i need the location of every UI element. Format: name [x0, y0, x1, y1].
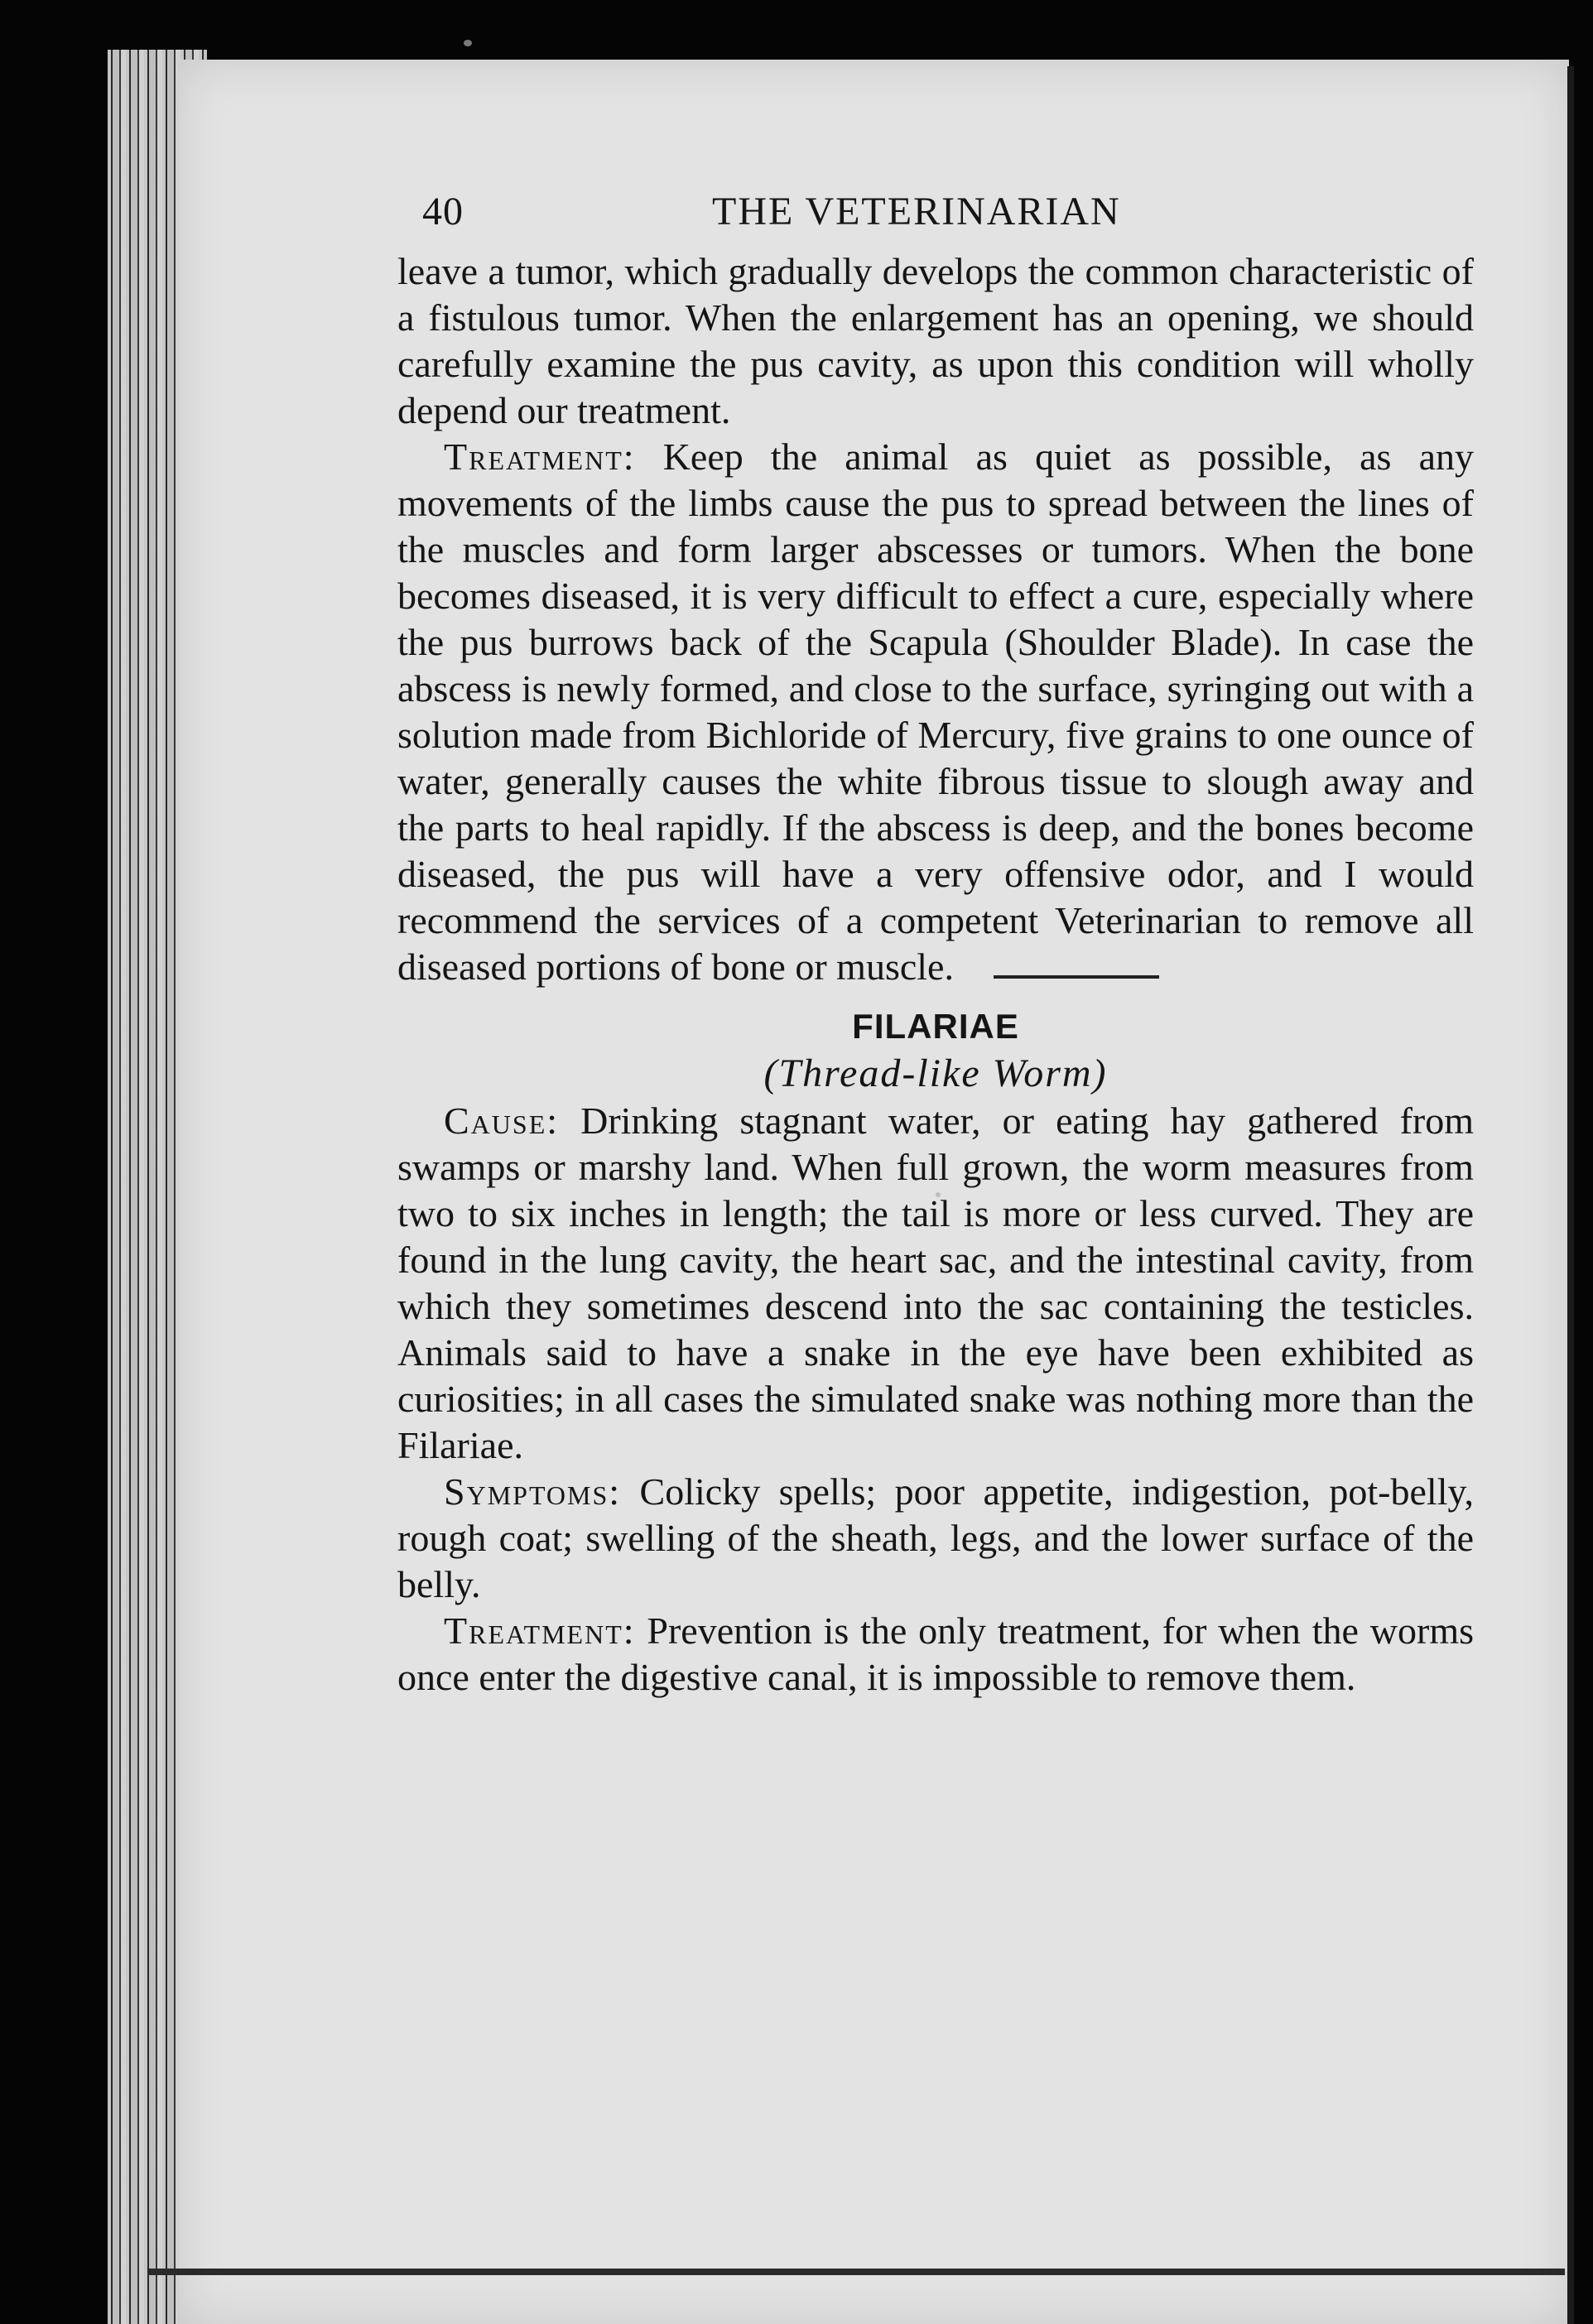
section-title: FILARIAE — [852, 1007, 1019, 1046]
section-divider — [994, 975, 1159, 979]
page-number: 40 — [422, 190, 464, 233]
running-head: THE VETERINARIAN — [712, 190, 1121, 233]
symptoms-paragraph — [397, 1469, 1474, 1608]
symptoms-label: Symptoms: — [444, 1470, 622, 1513]
filariae-treatment-label: Treatment: — [444, 1609, 636, 1652]
treatment-paragraph-filariae — [397, 1608, 1474, 1701]
treatment-text: Keep the animal as quiet as possible, as any movements of the limbs cause the pus to spread between the lines of the muscles and form larger abscesses or tumors. When the bone becomes diseased, it is very difficult to effect a cure, especially where the pus burrows back of the Scapula (Shoulder Blade). In case the abscess is newly formed, and close to the surface, syringing out with a solution made from Bichloride of Mercury, five grains to one ounce of water, generally causes the white fibrous tissue to slough away and the parts to heal rapidly. If the abscess is deep, and the bones become diseased, the pus will have a very offensive odor, and I would recommend the services of a competent Veterinarian to remove all diseased portions of bone or muscle. — [397, 435, 1474, 988]
treatment-label: Treatment: — [444, 435, 636, 478]
filariae-treatment-text: Prevention is the only treatment, for when the worms once enter the digestive canal, it is impossible to remove them. — [397, 1609, 1475, 1698]
cause-text: Drinking stagnant water, or eating hay gathered from swamps or marshy land. When full grown, the worm measures from two to six inches in length; the tail is more or less curved. They are found in the lung cavity, the heart sac, and the intestinal cavity, from which they sometimes descend into the sac containing the testicles. Animals said to have a snake in the eye have been exhibited as curiosities; in all cases the simulated snake was nothing more than the Filariae. — [397, 1099, 1474, 1466]
paragraph-continuation: leave a tumor, which gradually develops the common characteristic of a fistulous tumor. When the enlargement has an opening, we should carefully examine the pus cavity, as upon this condition will wholly depend our treatment. — [397, 250, 1474, 431]
cause-paragraph — [397, 1098, 1474, 1469]
treatment-paragraph — [397, 434, 1474, 990]
page-header — [397, 182, 1474, 248]
page-bottom-edge — [149, 2269, 1565, 2275]
cause-label: Cause: — [444, 1099, 560, 1142]
page-right-edge — [1567, 66, 1574, 2324]
scan-speck — [464, 40, 472, 46]
symptoms-text: Colicky spells; poor appetite, indigestion, pot-belly, rough coat; swelling of the sheath, legs, and the lower surface of the belly. — [397, 1470, 1474, 1605]
section-subtitle: (Thread-like Worm) — [763, 1051, 1108, 1095]
page-text — [397, 182, 1474, 1701]
